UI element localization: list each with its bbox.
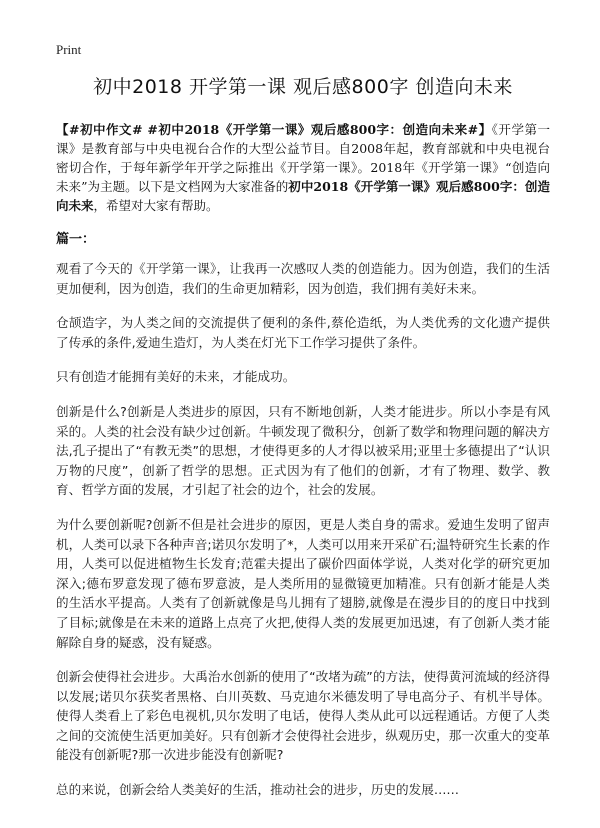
intro-bold-lead: 【#初中作文# #初中2018《开学第一课》观后感800字：创造向未来#】 <box>56 122 492 137</box>
intro-text-1: 《开学第一课》是教育部与中央电视台合作的大型公益节目。自2008年起，教育部就和中央电视台密切合作，于每年新学年开学之际推出《开学第一课》。2018年《开学第一课》“创造向未来”为主题。以下是文档网为大家准备的 <box>56 122 550 194</box>
body-paragraph-7: 总的来说，创新会给人类美好的生活，推动社会的进步，历史的发展…… <box>56 782 459 798</box>
body-paragraph-3: 只有创造才能拥有美好的未来，才能成功。 <box>56 369 296 385</box>
body-paragraph-4: 创新是什么?创新是人类进步的原因，只有不断地创新，人类才能进步。所以小李是有风采的。人类的社会没有缺少过创新。牛顿发现了微积分，创新了数学和物理问题的解决方法,孔子提出了“有教无类”的思想，才使得更多的人才得以被采用;亚里士多德提出了“认识万物的尺度”，创新了哲学的思想。正式因为有了他们的创新，才有了物理、数学、教育、哲学方面的发展，才引起了社会的边个，社会的发展。 <box>56 403 550 498</box>
body-paragraph-1: 观看了今天的《开学第一课》，让我再一次感叹人类的创造能力。因为创造，我们的生活更加便利，因为创造，我们的生命更加精彩，因为创造，我们拥有美好未来。 <box>56 261 550 296</box>
intro-text-2: ，希望对大家有帮助。 <box>93 198 219 213</box>
intro-paragraph <box>56 120 550 215</box>
intro-bold-mid: 初中2018《开学第一课》观后感800字：创造向未来 <box>56 179 550 213</box>
section-heading: 篇一： <box>56 232 96 247</box>
print-link[interactable]: Print <box>56 42 82 57</box>
body-paragraph-6: 创新会使得社会进步。大禹治水创新的使用了“改堵为疏”的方法，使得黄河流域的经济得以发展;诺贝尔获奖者黑格、白川英数、马克迪尔米德发明了导电高分子、有机半导体。使得人类看上了彩色电视机,贝尔发明了电话，使得人类从此可以远程通话。方便了人类之间的交流使生活更加美好。只有创新才会使得社会进步，纵观历史，那一次重大的变革能没有创新呢?那一次进步能没有创新呢? <box>56 669 550 763</box>
article-title: 初中2018 开学第一课 观后感800字 创造向未来 <box>93 76 513 98</box>
body-paragraph-2: 仓颉造字，为人类之间的交流提供了便利的条件,蔡伦造纸，为人类优秀的文化遗产提供了传承的条件,爱迪生造灯，为人类在灯光下工作学习提供了条件。 <box>56 315 550 350</box>
body-paragraph-5: 为什么要创新呢?创新不但是社会进步的原因，更是人类自身的需求。爱迪生发明了留声机，人类可以录下各种声音;诺贝尔发明了*，人类可以用来开采矿石;温特研究生长素的作用，人类可以促进植物生长发育;范霍夫提出了碳价四面体学说，人类对化学的研究更加深入;德布罗意发现了德布罗意波，是人类所用的显微镜更加精准。只有创新才能是人类的生活水平提高。人类有了创新就像是鸟儿拥有了翅膀,就像是在漫步目的的度日中找到了目标;就像是在未来的道路上点亮了火把,使得人类的发展更加迅速，有了创新人类才能解除自身的疑惑，没有疑惑。 <box>56 516 550 650</box>
